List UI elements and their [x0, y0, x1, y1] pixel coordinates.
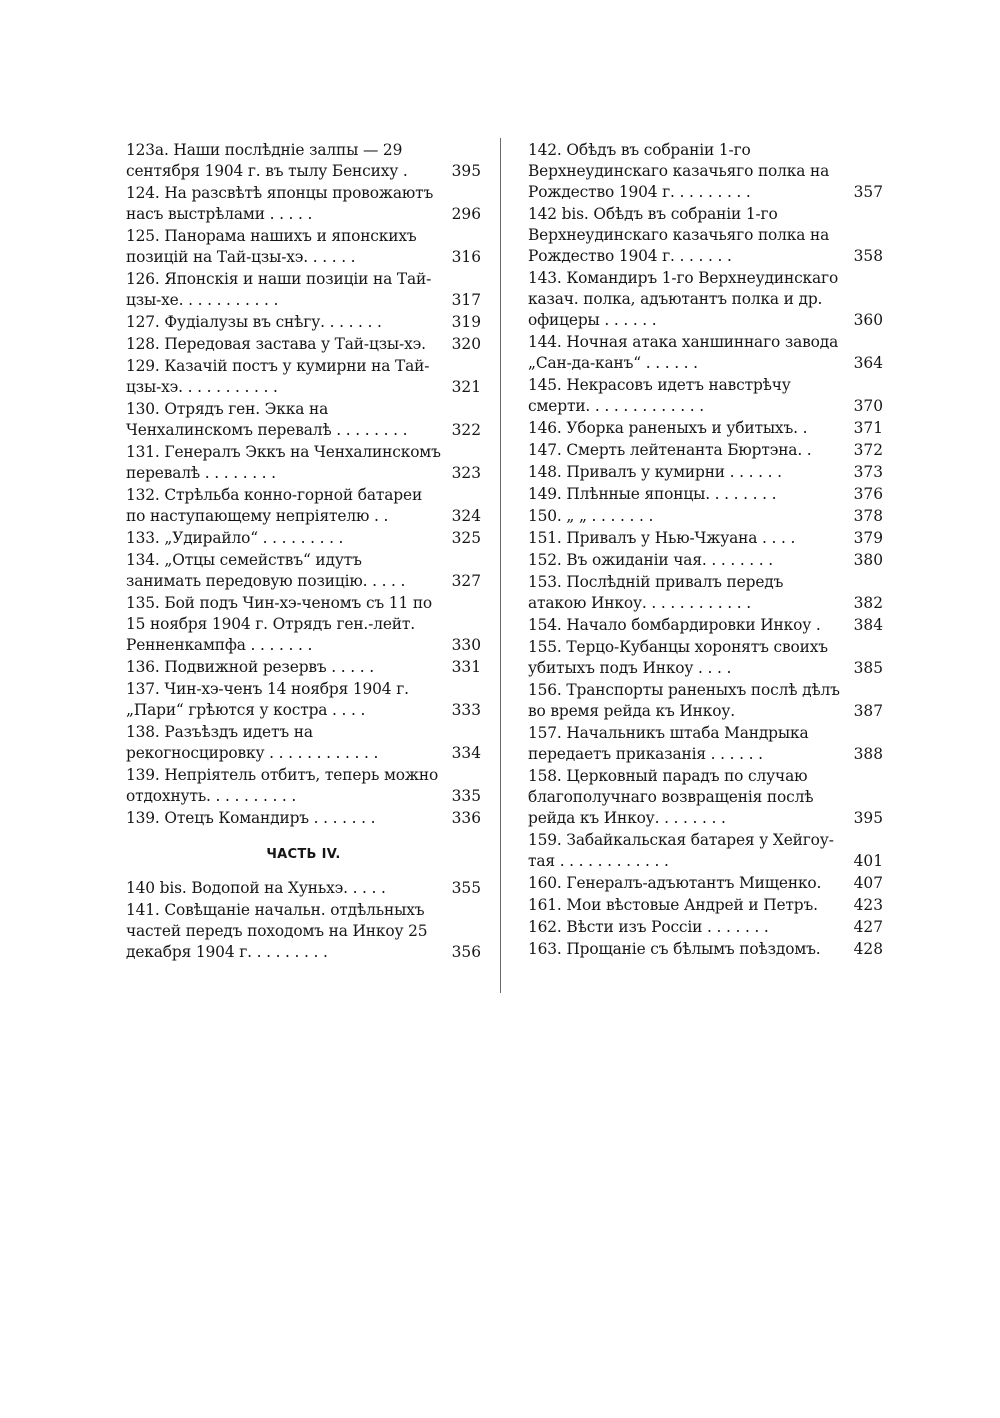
section-heading-part-4: ЧАСТЬ IV.: [266, 847, 341, 862]
toc-entry: [528, 204, 883, 267]
entry-title: 132. Стрѣльба конно-горной батареи по наступающему непріятелю . .: [126, 486, 423, 525]
entry-title: 133. „Удирайло“ . . . . . . . . .: [126, 529, 344, 547]
entry-title: 139. Отецъ Командиръ . . . . . . .: [126, 809, 376, 827]
entry-page-number: 322: [451, 421, 481, 439]
toc-entry: [528, 528, 883, 549]
entry-page-number: 388: [853, 745, 883, 763]
entry-title: 147. Смерть лейтенанта Бюртэна. .: [528, 441, 812, 459]
entry-title: 157. Начальникъ штаба Мандрыка передаетъ приказанія . . . . . .: [528, 724, 809, 763]
entry-page-number: 355: [451, 879, 481, 897]
entry-title: 144. Ночная атака ханшиннаго завода „Сан-да-канъ“ . . . . . .: [528, 333, 839, 372]
entry-page-number: 379: [853, 529, 883, 547]
entry-page-number: 357: [853, 183, 883, 201]
left-entries-part-4: [126, 878, 481, 963]
entry-title: 163. Прощаніе съ бѣлымъ поѣздомъ.: [528, 940, 821, 958]
entry-page-number: 387: [853, 702, 883, 720]
entry-page-number: 319: [451, 313, 481, 331]
entry-page-number: 325: [451, 529, 481, 547]
entry-title: 134. „Отцы семействъ“ идутъ занимать передовую позицію. . . . .: [126, 551, 406, 590]
toc-entry: [126, 485, 481, 527]
toc-entry: [528, 440, 883, 461]
toc-entry: [126, 442, 481, 484]
left-entries-part-3: [126, 140, 481, 829]
toc-entry: [126, 765, 481, 807]
entry-page-number: 372: [853, 441, 883, 459]
toc-entry: [126, 878, 481, 899]
entry-page-number: 423: [853, 896, 883, 914]
entry-page-number: 334: [451, 744, 481, 762]
toc-entry: [126, 226, 481, 268]
toc-entry: [528, 895, 883, 916]
entry-title: 148. Привалъ у кумирни . . . . . .: [528, 463, 782, 481]
entry-title: 123a. Наши послѣдніе залпы — 29 сентября 1904 г. въ тылу Бенсиху .: [126, 141, 408, 180]
entry-title: 128. Передовая застава у Тай-цзы-хэ.: [126, 335, 426, 353]
entry-page-number: 407: [853, 874, 883, 892]
toc-entry: [528, 506, 883, 527]
entry-title: 129. Казачій постъ у кумирни на Тай-цзы-хэ. . . . . . . . . . .: [126, 357, 430, 396]
entry-page-number: 360: [853, 311, 883, 329]
entry-page-number: 395: [451, 162, 481, 180]
entry-page-number: 320: [451, 335, 481, 353]
entry-title: 162. Вѣсти изъ Россіи . . . . . . .: [528, 918, 769, 936]
entry-title: 131. Генералъ Эккъ на Ченхалинскомъ перевалѣ . . . . . . . .: [126, 443, 441, 482]
toc-entry: [528, 375, 883, 417]
entry-page-number: 316: [451, 248, 481, 266]
entry-page-number: 401: [853, 852, 883, 870]
toc-entry: [528, 418, 883, 439]
entry-page-number: 336: [451, 809, 481, 827]
entry-title: 137. Чин-хэ-ченъ 14 ноября 1904 г. „Пари“ грѣются у костра . . . .: [126, 680, 409, 719]
toc-entry: [126, 140, 481, 182]
toc-entry: [126, 593, 481, 656]
entry-page-number: 395: [853, 809, 883, 827]
entry-title: 135. Бой подъ Чин-хэ-ченомъ съ 11 по 15 ноября 1904 г. Отрядъ ген.-лейт. Ренненкампфа . . . . . . .: [126, 594, 433, 654]
toc-entry: [528, 140, 883, 203]
toc-entry: [528, 723, 883, 765]
toc-entry: [126, 808, 481, 829]
entry-title: 130. Отрядъ ген. Экка на Ченхалинскомъ перевалѣ . . . . . . . .: [126, 400, 408, 439]
entry-page-number: 370: [853, 397, 883, 415]
toc-entry: [126, 657, 481, 678]
entry-page-number: 428: [853, 940, 883, 958]
toc-entry: [126, 550, 481, 592]
entry-page-number: 296: [451, 205, 481, 223]
entry-page-number: 376: [853, 485, 883, 503]
entry-title: 158. Церковный парадъ по случаю благополучнаго возвращенія послѣ рейда къ Инкоу. . . . . . . .: [528, 767, 814, 827]
entry-title: 154. Начало бомбардировки Инкоу .: [528, 616, 821, 634]
entry-page-number: 335: [451, 787, 481, 805]
entry-page-number: 380: [853, 551, 883, 569]
entry-title: 126. Японскія и наши позиціи на Тай-цзы-хе. . . . . . . . . . .: [126, 270, 432, 309]
toc-entry: [126, 679, 481, 721]
left-column: [126, 140, 481, 964]
toc-entry: [528, 766, 883, 829]
entry-page-number: 327: [451, 572, 481, 590]
toc-entry: [528, 873, 883, 894]
entry-page-number: 321: [451, 378, 481, 396]
entry-title: 151. Привалъ у Нью-Чжуана . . . .: [528, 529, 796, 547]
entry-title: 125. Панорама нашихъ и японскихъ позицій на Тай-цзы-хэ. . . . . .: [126, 227, 417, 266]
entry-page-number: 373: [853, 463, 883, 481]
entry-page-number: 333: [451, 701, 481, 719]
toc-entry: [528, 268, 883, 331]
entry-title: 149. Плѣнные японцы. . . . . . . .: [528, 485, 777, 503]
entry-title: 124. На разсвѣтѣ японцы провожаютъ насъ выстрѣлами . . . . .: [126, 184, 434, 223]
entry-page-number: 323: [451, 464, 481, 482]
toc-entry: [126, 183, 481, 225]
entry-title: 136. Подвижной резервъ . . . . .: [126, 658, 374, 676]
entry-title: 153. Послѣдній привалъ передъ атакою Инкоу. . . . . . . . . . . .: [528, 573, 784, 612]
toc-entry: [126, 356, 481, 398]
toc-entry: [528, 939, 883, 960]
toc-entry: [528, 637, 883, 679]
entry-page-number: 324: [451, 507, 481, 525]
toc-entry: [126, 399, 481, 441]
entry-title: 141. Совѣщаніе начальн. отдѣльныхъ частей передъ походомъ на Инкоу 25 декабря 1904 г. . . . . . . . .: [126, 901, 428, 961]
entry-page-number: 382: [853, 594, 883, 612]
entry-page-number: 384: [853, 616, 883, 634]
toc-entry: [528, 830, 883, 872]
toc-entry: [126, 334, 481, 355]
entry-page-number: 330: [451, 636, 481, 654]
toc-entry: [126, 900, 481, 963]
entry-page-number: 427: [853, 918, 883, 936]
entry-title: 127. Фудіалузы въ снѣгу. . . . . . .: [126, 313, 382, 331]
entry-title: 155. Терцо-Кубанцы хоронятъ своихъ убитыхъ подъ Инкоу . . . .: [528, 638, 828, 677]
toc-entry: [126, 528, 481, 549]
toc-entry: [126, 269, 481, 311]
column-divider: [500, 138, 501, 993]
entry-title: 145. Некрасовъ идетъ навстрѣчу смерти. . . . . . . . . . . . .: [528, 376, 791, 415]
entry-title: 150. „ „ . . . . . . .: [528, 507, 654, 525]
entry-title: 159. Забайкальская батарея у Хейгоу-тая . . . . . . . . . . . .: [528, 831, 834, 870]
entry-title: 143. Командиръ 1-го Верхнеудинскаго казач. полка, адъютантъ полка и др. офицеры . . . . . .: [528, 269, 839, 329]
entry-page-number: 317: [451, 291, 481, 309]
toc-entry: [126, 722, 481, 764]
toc-entry: [528, 484, 883, 505]
entry-title: 139. Непріятель отбитъ, теперь можно отдохнуть. . . . . . . . . .: [126, 766, 439, 805]
entry-page-number: 371: [853, 419, 883, 437]
toc-entry: [528, 615, 883, 636]
entry-page-number: 356: [451, 943, 481, 961]
entry-page-number: 364: [853, 354, 883, 372]
toc-entry: [528, 462, 883, 483]
entry-page-number: 385: [853, 659, 883, 677]
entry-page-number: 331: [451, 658, 481, 676]
right-entries: [528, 140, 883, 960]
entry-title: 152. Въ ожиданіи чая. . . . . . . .: [528, 551, 774, 569]
toc-entry: [126, 312, 481, 333]
toc-entry: [528, 680, 883, 722]
toc-entry: [528, 550, 883, 571]
entry-page-number: 378: [853, 507, 883, 525]
toc-entry: [528, 572, 883, 614]
entry-title: 138. Разъѣздъ идетъ на рекогносцировку . . . . . . . . . . . .: [126, 723, 379, 762]
entry-title: 146. Уборка раненыхъ и убитыхъ. .: [528, 419, 808, 437]
toc-entry: [528, 332, 883, 374]
entry-title: 156. Транспорты раненыхъ послѣ дѣлъ во время рейда къ Инкоу.: [528, 681, 840, 720]
entry-page-number: 358: [853, 247, 883, 265]
right-column: [528, 140, 883, 961]
entry-title: 142. Обѣдъ въ собраніи 1-го Верхнеудинскаго казачьяго полка на Рождество 1904 г. . . . . . . . .: [528, 141, 830, 201]
entry-title: 142 bis. Обѣдъ въ собраніи 1-го Верхнеудинскаго казачьяго полка на Рождество 1904 г. . . . . . .: [528, 205, 830, 265]
entry-title: 161. Мои вѣстовые Андрей и Петръ.: [528, 896, 818, 914]
entry-title: 160. Генералъ-адъютантъ Мищенко.: [528, 874, 822, 892]
toc-entry: [528, 917, 883, 938]
entry-title: 140 bis. Водопой на Хуньхэ. . . . .: [126, 879, 386, 897]
